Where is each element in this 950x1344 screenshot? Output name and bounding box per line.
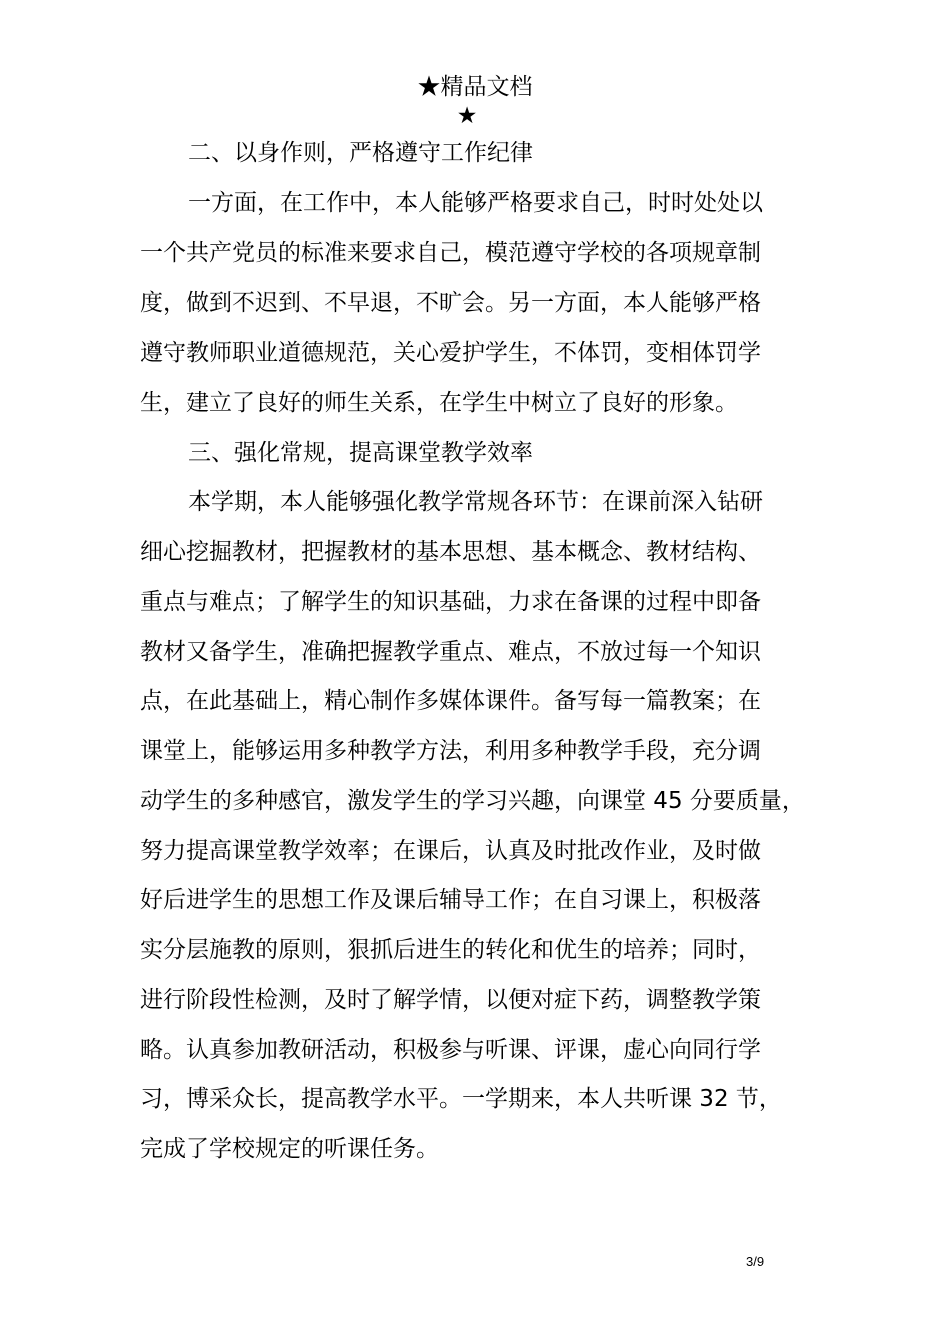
paragraph-line: 教材又备学生，准确把握教学重点、难点，不放过每一个知识 [140,639,761,665]
paragraph-line: 完成了学校规定的听课任务。 [140,1136,439,1162]
paragraph-line: 一方面，在工作中，本人能够严格要求自己，时时处处以 [188,190,763,216]
paragraph-line: 努力提高课堂教学效率；在课后，认真及时批改作业，及时做 [140,838,761,864]
paragraph-line: 度，做到不迟到、不早退，不旷会。另一方面，本人能够严格 [140,290,761,316]
page-number: 3/9 [746,1254,765,1269]
paragraph-line: 动学生的多种感官，激发学生的学习兴趣，向课堂 45 分要质量， [140,788,805,814]
paragraph-line: 实分层施教的原则，狠抓后进生的转化和优生的培养；同时， [140,937,761,963]
paragraph-line: 好后进学生的思想工作及课后辅导工作；在自习课上，积极落 [140,887,761,913]
paragraph-line: 略。认真参加教研活动，积极参与听课、评课，虚心向同行学 [140,1037,761,1063]
paragraph-line: 课堂上，能够运用多种教学方法，利用多种教学手段，充分调 [140,738,761,764]
paragraph-line: 细心挖掘教材，把握教材的基本思想、基本概念、教材结构、 [140,539,761,565]
paragraph-line: 遵守教师职业道德规范，关心爱护学生，不体罚，变相体罚学 [140,340,761,366]
paragraph-line: 一个共产党员的标准来要求自己，模范遵守学校的各项规章制 [140,240,761,266]
paragraph-line: 习，博采众长，提高教学水平。一学期来，本人共听课 32 节， [140,1086,782,1112]
section-heading-2: 二、以身作则，严格遵守工作纪律 [188,140,533,166]
paragraph-line: 本学期，本人能够强化教学常规各环节：在课前深入钻研 [188,489,763,515]
section-heading-3: 三、强化常规，提高课堂教学效率 [188,440,533,466]
header-star-icon: ★ [456,103,478,129]
document-header-title: ★精品文档 [417,74,533,100]
paragraph-line: 点，在此基础上，精心制作多媒体课件。备写每一篇教案；在 [140,688,761,714]
paragraph-line: 重点与难点；了解学生的知识基础，力求在备课的过程中即备 [140,589,761,615]
paragraph-line: 进行阶段性检测，及时了解学情，以便对症下药，调整教学策 [140,987,761,1013]
paragraph-line: 生，建立了良好的师生关系，在学生中树立了良好的形象。 [140,390,738,416]
